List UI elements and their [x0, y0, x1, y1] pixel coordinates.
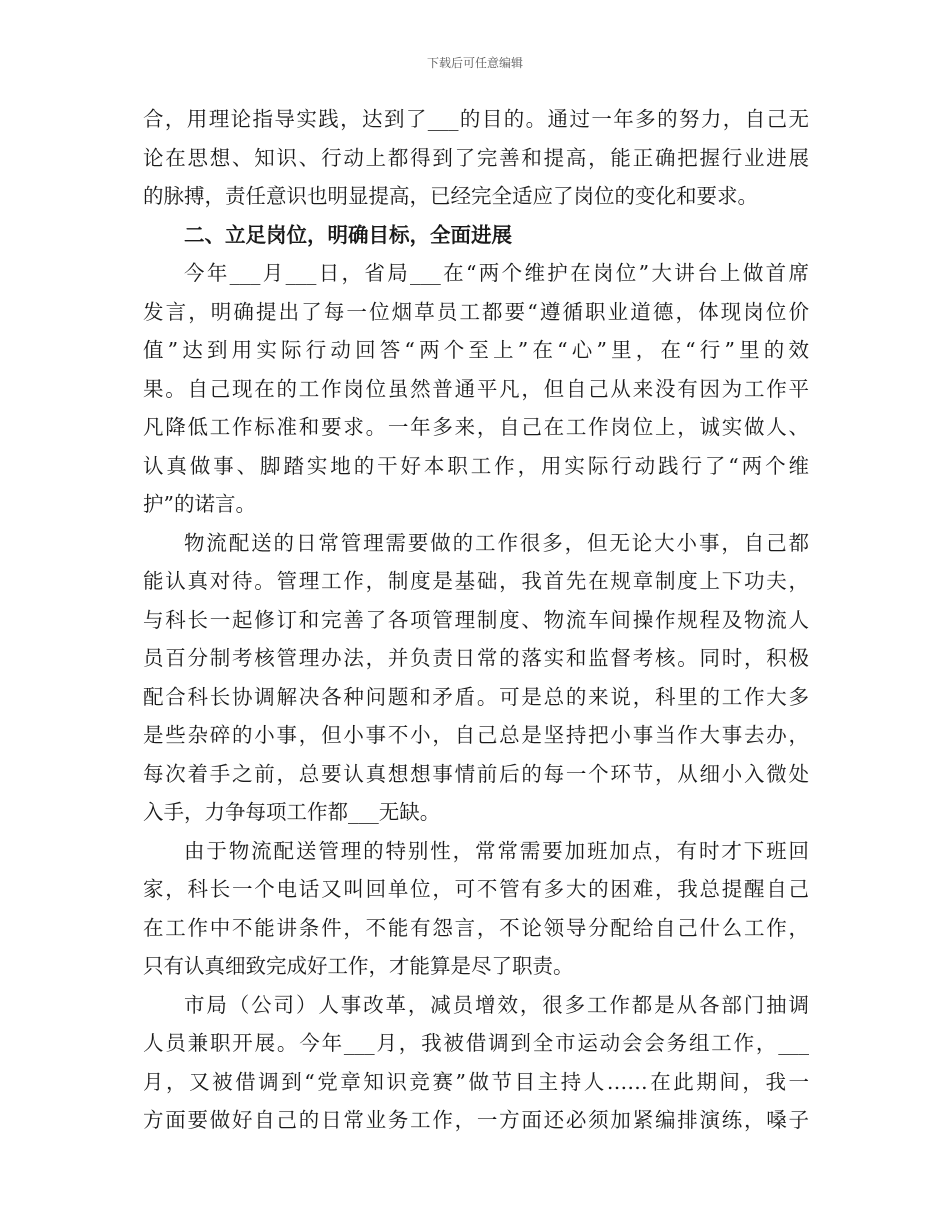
text-line: 在工作中不能讲条件，不能有怨言，不论领导分配给自己什么工作， [143, 915, 809, 940]
text-line: 护”的诺言。 [143, 492, 256, 516]
text-line: 合，用理论指导实践，达到了___的目的。通过一年多的努力，自己无 [143, 107, 809, 131]
text-line: 市局（公司）人事改革，减员增效，很多工作都是从各部门抽调 [184, 992, 809, 1017]
document-body [143, 100, 809, 1140]
text-line: 与科长一起修订和完善了各项管理制度、物流车间操作规程及物流人 [143, 607, 809, 632]
text-line: 入手，力争每项工作都___无缺。 [143, 800, 441, 824]
text-line: 认真做事、脚踏实地的干好本职工作，用实际行动践行了“两个维 [143, 453, 809, 478]
text-line: 方面要做好自己的日常业务工作，一方面还必须加紧编排演练，嗓子 [143, 1108, 809, 1132]
paragraph [143, 100, 809, 216]
section-heading [143, 216, 809, 255]
text-line: 由于物流配送管理的特别性，常常需要加班加点，有时才下班回 [184, 838, 809, 863]
text-line: 月，又被借调到“党章知识竞赛”做节目主持人……在此期间，我一 [143, 1069, 809, 1094]
paragraph [143, 254, 809, 524]
text-line: 果。自己现在的工作岗位虽然普通平凡，但自己从来没有因为工作平 [143, 376, 809, 401]
text-line: 二、立足岗位，明确目标，全面进展 [184, 222, 512, 247]
text-line: 每次着手之前，总要认真想想事情前后的每一个环节，从细小入微处 [143, 761, 809, 786]
text-line: 论在思想、知识、行动上都得到了完善和提高，能正确把握行业进展 [143, 145, 809, 170]
text-line: 员百分制考核管理办法，并负责日常的落实和监督考核。同时，积极 [143, 646, 809, 670]
text-line: 只有认真细致完成好工作，才能算是尽了职责。 [143, 954, 574, 978]
text-line: 是些杂碎的小事，但小事不小，自己总是坚持把小事当作大事去办， [143, 723, 809, 747]
text-line: 发言，明确提出了每一位烟草员工都要“遵循职业道德，体现岗位价 [143, 299, 809, 324]
page-header: 下载后可任意编辑 [426, 56, 523, 70]
paragraph [143, 832, 809, 986]
text-line: 物流配送的日常管理需要做的工作很多，但无论大小事，自己都 [184, 530, 809, 555]
paragraph [143, 524, 809, 832]
text-line: 值”达到用实际行动回答“两个至上”在“心”里，在“行”里的效 [143, 338, 809, 362]
text-line: 今年___月___日，省局___在“两个维护在岗位”大讲台上做首席 [184, 261, 809, 285]
text-line: 凡降低工作标准和要求。一年多来，自己在工作岗位上，诚实做人、 [143, 415, 809, 439]
text-line: 能认真对待。管理工作，制度是基础，我首先在规章制度上下功夫， [143, 569, 809, 593]
text-line: 人员兼职开展。今年___月，我被借调到全市运动会会务组工作，___ [143, 1031, 809, 1055]
paragraph [143, 986, 809, 1140]
text-line: 的脉搏，责任意识也明显提高，已经完全适应了岗位的变化和要求。 [143, 184, 758, 208]
text-line: 家，科长一个电话又叫回单位，可不管有多大的困难，我总提醒自己 [143, 877, 809, 901]
text-line: 配合科长协调解决各种问题和矛盾。可是总的来说，科里的工作大多 [143, 684, 809, 709]
